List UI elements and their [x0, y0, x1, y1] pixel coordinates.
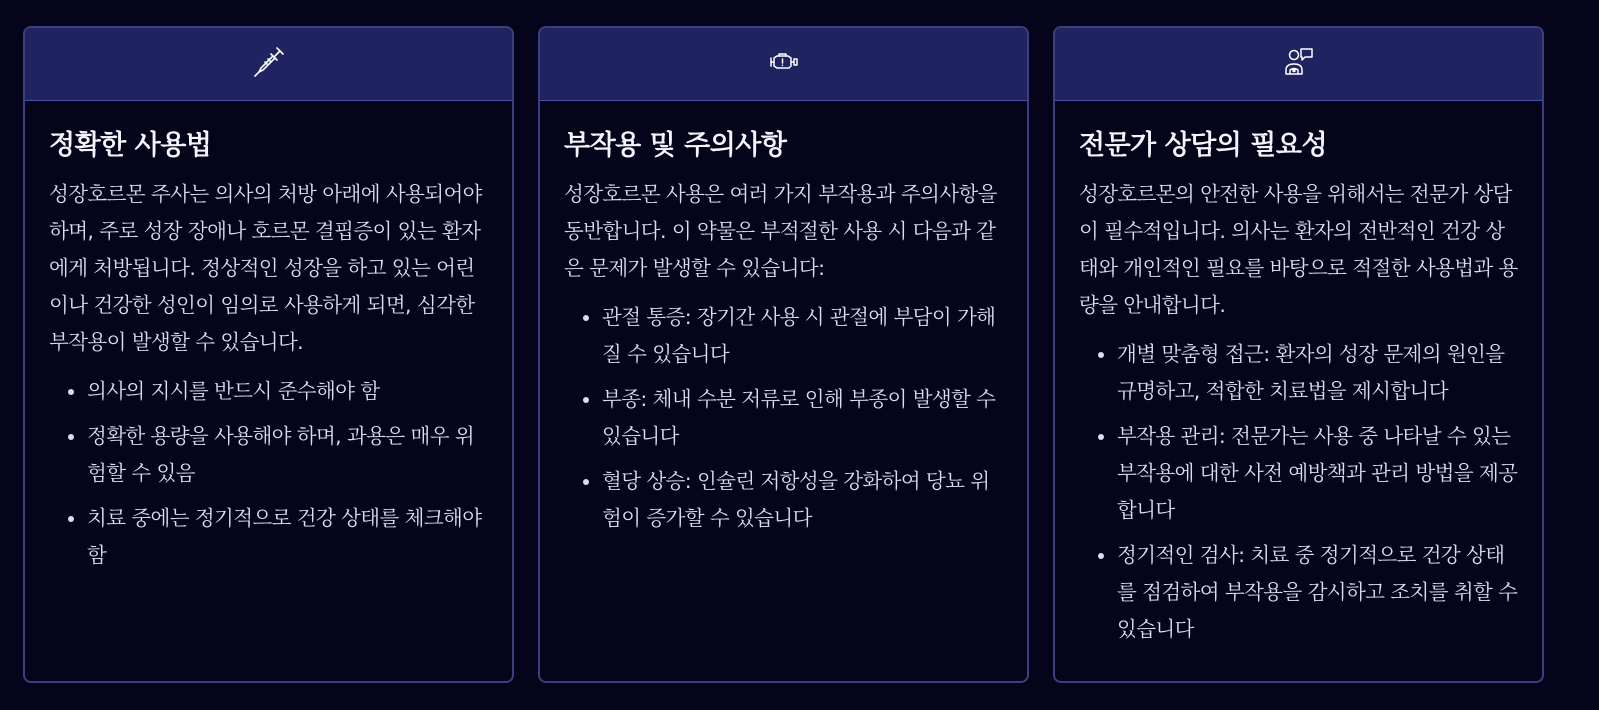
card-header: [540, 28, 1027, 101]
list-item: • 혈당 상승: 인슐린 저항성을 강화하여 당뇨 위험이 증가할 수 있습니다: [602, 463, 1003, 537]
card-title: 전문가 상담의 필요성: [1079, 130, 1328, 161]
card-list: [49, 373, 488, 574]
syringe-icon: [252, 45, 286, 83]
card-header: [1055, 28, 1542, 101]
list-item: • 관절 통증: 장기간 사용 시 관절에 부담이 가해질 수 있습니다: [602, 299, 1003, 373]
card-description: 성장호르몬의 안전한 사용을 위해서는 전문가 상담이 필수적입니다. 의사는 환자의 전반적인 건강 상태와 개인적인 필요를 바탕으로 적절한 사용법과 용량을 안내합니다.: [1079, 182, 1518, 317]
engine-warning-icon: [767, 45, 801, 83]
card-title: 정확한 사용법: [49, 130, 212, 161]
card-description: 성장호르몬 사용은 여러 가지 부작용과 주의사항을 동반합니다. 이 약물은 부적절한 사용 시 다음과 같은 문제가 발생할 수 있습니다:: [564, 182, 997, 280]
card-header: [25, 28, 512, 101]
list-item: • 정기적인 검사: 치료 중 정기적으로 건강 상태를 점검하여 부작용을 감시하고 조치를 취할 수 있습니다: [1117, 537, 1518, 648]
card-consultation: [1053, 26, 1544, 683]
card-side-effects: [538, 26, 1029, 683]
card-description: 성장호르몬 주사는 의사의 처방 아래에 사용되어야 하며, 주로 성장 장애나 호르몬 결핍증이 있는 환자에게 처방됩니다. 정상적인 성장을 하고 있는 어린이나 건강한 성인이 임의로 사용하게 되면, 심각한 부작용이 발생할 수 있습니다.: [49, 182, 482, 354]
list-item: • 의사의 지시를 반드시 준수해야 함: [87, 373, 488, 410]
list-item: • 치료 중에는 정기적으로 건강 상태를 체크해야 함: [87, 500, 488, 574]
card-usage: [23, 26, 514, 683]
cards-row: [23, 26, 1544, 683]
consultation-icon: [1282, 45, 1316, 83]
card-list: [564, 299, 1003, 537]
list-item: • 개별 맞춤형 접근: 환자의 성장 문제의 원인을 규명하고, 적합한 치료법을 제시합니다: [1117, 336, 1518, 410]
list-item: • 정확한 용량을 사용해야 하며, 과용은 매우 위험할 수 있음: [87, 418, 488, 492]
card-list: [1079, 336, 1518, 648]
list-item: • 부작용 관리: 전문가는 사용 중 나타날 수 있는 부작용에 대한 사전 예방책과 관리 방법을 제공합니다: [1117, 418, 1518, 529]
list-item: • 부종: 체내 수분 저류로 인해 부종이 발생할 수 있습니다: [602, 381, 1003, 455]
card-title: 부작용 및 주의사항: [564, 130, 787, 161]
